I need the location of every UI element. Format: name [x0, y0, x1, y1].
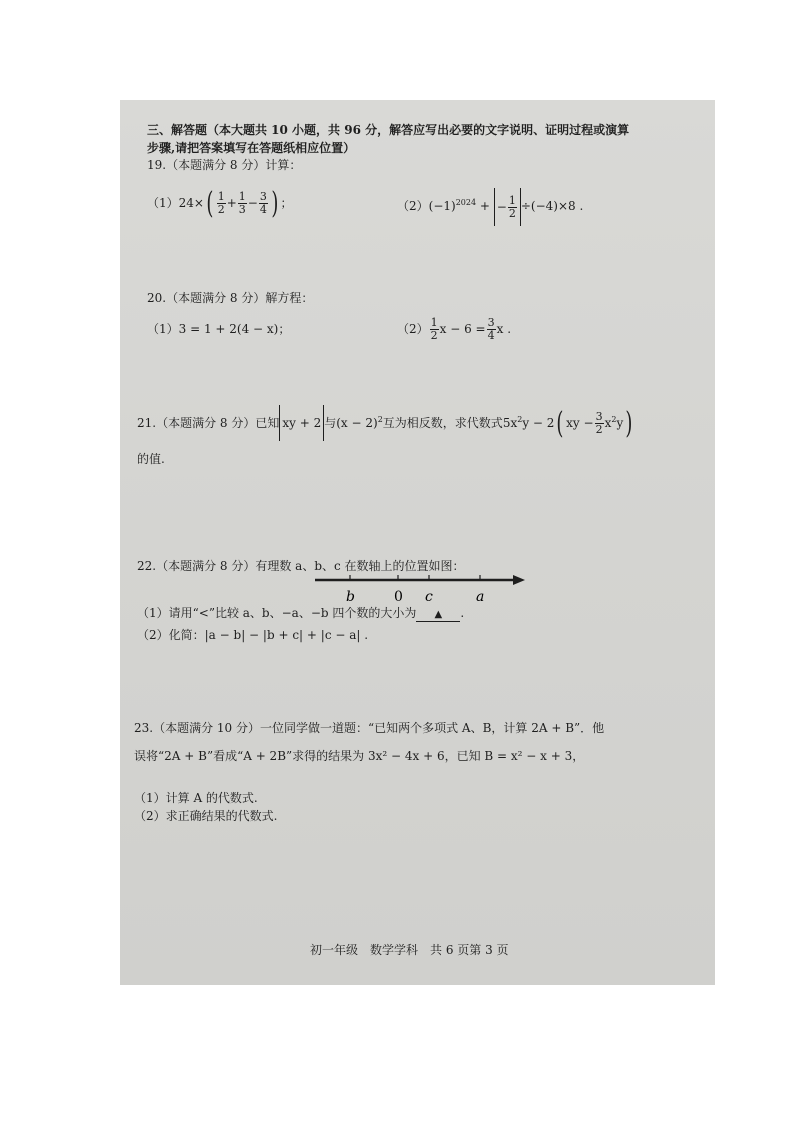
math-text: y — [616, 416, 624, 430]
part-label: （1） — [147, 322, 179, 336]
q20-part1 — [147, 314, 290, 344]
part-label: （2） — [397, 199, 429, 213]
q22-part2 — [137, 627, 368, 643]
abs-value: xy + 2 — [279, 405, 324, 441]
q21-tail: 的值. — [137, 452, 165, 466]
number-line — [315, 572, 530, 606]
q19-part1 — [147, 186, 293, 220]
math-text: x — [604, 416, 612, 430]
abs-value: − $\frac{1}{2}$ — [494, 188, 521, 226]
q19-part2 — [397, 186, 583, 226]
axis-label-a: a — [476, 589, 485, 605]
q23-line2: 误将“2A + B”看成“A + 2B”求得的结果为 3x² − 4x + 6，已知 B = x² − x + 3， — [134, 749, 585, 763]
fraction: $\frac{1}{2}$ — [430, 316, 438, 342]
paren: ) — [271, 185, 279, 221]
question-text: 互为相反数，求代数式 — [382, 416, 503, 430]
part-label: （1） — [147, 196, 179, 210]
fraction: $\frac{3}{4}$ — [259, 190, 267, 216]
math-text: ； — [280, 196, 293, 210]
equation: x − 6 = — [439, 322, 486, 336]
fraction: $\frac{3}{4}$ — [487, 316, 495, 342]
math-op: + — [226, 196, 237, 210]
question-text: 与 — [324, 416, 337, 430]
fraction: $\frac{1}{3}$ — [238, 190, 246, 216]
fraction: $\frac{3}{2}$ — [595, 410, 603, 436]
paren: ) — [625, 405, 633, 441]
section-heading-cont: 步骤,请把答案填写在答题纸相应位置） — [147, 141, 356, 155]
q22-part1: （1）请用“<”比较 a、b、−a、−b 四个数的大小为 ▲ . — [137, 606, 465, 620]
q23-part1: （1）计算 A 的代数式. — [134, 791, 258, 805]
equation: x . — [496, 322, 512, 336]
math-text: |a − b| − |b + c| + |c − a| . — [204, 628, 369, 642]
exponent: 2 — [377, 415, 383, 424]
math-text: xy − — [566, 416, 594, 430]
math-op: + — [479, 199, 490, 213]
part-label: （2） — [397, 322, 429, 336]
math-text: ÷(−4)×8 . — [520, 199, 584, 213]
math-op: − — [247, 196, 258, 210]
q22-heading: 22.（本题满分 8 分）有理数 a、b、c 在数轴上的位置如图： — [137, 559, 465, 573]
section-heading: 三、解答题（本大题共 10 小题，共 96 分，解答应写出必要的文字说明、证明过程或演算 — [147, 123, 630, 137]
axis-arrow — [513, 575, 525, 585]
equation: 3 = 1 + 2(4 − x)； — [178, 322, 291, 336]
math-text: 5x — [502, 416, 518, 430]
question-text: 21.（本题满分 8 分）已知 — [137, 416, 280, 430]
q20-part2 — [397, 314, 511, 344]
math-op: × — [193, 196, 204, 210]
math-text: y − 2 — [522, 416, 555, 430]
question-text: （2）化简： — [137, 628, 205, 642]
question-text: （1）请用“<”比较 a、b、−a、−b 四个数的大小为 — [137, 606, 417, 620]
exponent: 2024 — [455, 198, 477, 207]
exponent: 2 — [517, 415, 523, 424]
q23-line1: 23.（本题满分 10 分）一位同学做一道题：“已知两个多项式 A、B，计算 2A + B”．他 — [134, 721, 605, 735]
axis-label-0: 0 — [394, 589, 403, 605]
math-text: 24 — [178, 196, 194, 210]
paren: ( — [556, 405, 564, 441]
math-text: (−1) — [428, 199, 456, 213]
answer-blank: ▲ — [416, 609, 460, 622]
q21-text — [137, 402, 635, 441]
axis-label-b: b — [346, 589, 355, 605]
axis-label-c: c — [425, 589, 433, 605]
q23-part2: （2）求正确结果的代数式. — [134, 809, 278, 823]
fraction: $\frac{1}{2}$ — [217, 190, 225, 216]
page-footer: 初一年级 数学学科 共 6 页第 3 页 — [310, 943, 509, 957]
q20-heading: 20.（本题满分 8 分）解方程： — [147, 291, 314, 305]
q19-heading: 19.（本题满分 8 分）计算： — [147, 158, 302, 172]
math-text: (x − 2) — [336, 416, 378, 430]
exponent: 2 — [611, 415, 617, 424]
exam-page — [120, 100, 715, 985]
paren: ( — [206, 185, 214, 221]
